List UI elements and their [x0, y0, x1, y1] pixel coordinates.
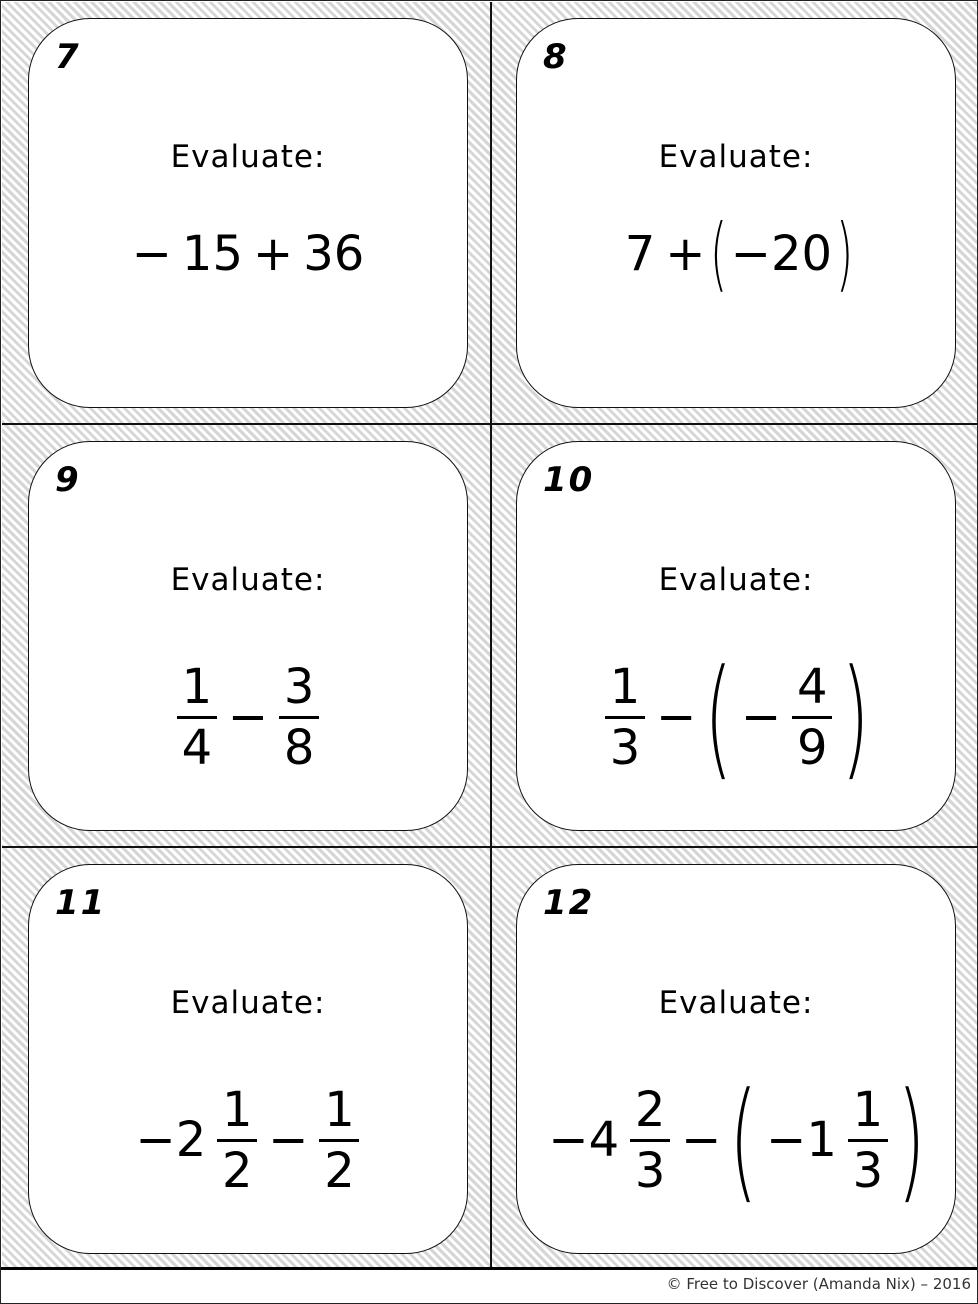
numerator: 2: [634, 1081, 666, 1138]
numerator: 1: [852, 1081, 884, 1138]
cell-card-11: [2, 848, 490, 1270]
card-number: 7: [55, 37, 81, 77]
plus-sign: +: [665, 226, 706, 282]
numerator: 4: [796, 658, 828, 715]
footer-divider: [1, 1267, 977, 1270]
task-card-11: [28, 864, 468, 1254]
card-label: Evaluate:: [170, 139, 326, 175]
minus-sign: −: [227, 689, 269, 745]
math-expression: [517, 179, 955, 329]
left-paren: (: [704, 641, 733, 793]
cell-card-12: [490, 848, 978, 1270]
card-label: Evaluate:: [658, 985, 814, 1021]
fraction: [848, 1081, 888, 1200]
math-expression: [517, 1055, 955, 1225]
card-number: 12: [543, 883, 595, 923]
whole-number: −4: [548, 1112, 620, 1168]
number: 15: [181, 226, 243, 282]
card-grid: [2, 2, 977, 1268]
task-card-8: [516, 18, 956, 408]
right-paren: ): [836, 207, 854, 300]
fraction: [605, 658, 645, 777]
left-paren: (: [709, 207, 727, 300]
denominator: 2: [324, 1142, 355, 1199]
whole-number: −2: [135, 1112, 207, 1168]
negative-sign: −: [741, 689, 782, 745]
denominator: 2: [221, 1142, 253, 1199]
card-number: 8: [543, 37, 569, 77]
cell-card-7: [2, 2, 490, 424]
minus-sign: −: [131, 226, 172, 282]
footer: [1, 1271, 977, 1303]
row-divider: [2, 846, 978, 848]
numerator: 1: [609, 658, 641, 715]
denominator: 3: [609, 719, 641, 776]
cell-card-10: [490, 425, 978, 847]
math-expression: [29, 179, 467, 329]
denominator: 4: [181, 719, 213, 776]
cell-card-8: [490, 2, 978, 424]
whole-number: −1: [766, 1112, 837, 1168]
card-label: Evaluate:: [170, 985, 326, 1021]
numerator: 3: [283, 658, 315, 715]
fraction: [279, 658, 319, 777]
task-card-10: [516, 441, 956, 831]
card-number: 9: [55, 460, 81, 500]
task-card-12: [516, 864, 956, 1254]
left-paren: (: [729, 1064, 758, 1216]
math-expression: [517, 632, 955, 802]
fraction: [319, 1081, 359, 1200]
minus-sign: −: [268, 1112, 309, 1168]
math-expression: [29, 632, 467, 802]
card-label: Evaluate:: [658, 139, 814, 175]
numerator: 1: [221, 1081, 253, 1138]
card-label: Evaluate:: [658, 562, 814, 598]
numerator: 1: [181, 658, 213, 715]
plus-sign: +: [253, 226, 294, 282]
denominator: 3: [852, 1142, 884, 1199]
right-paren: ): [897, 1064, 926, 1216]
card-label: Evaluate:: [170, 562, 326, 598]
fraction: [217, 1081, 257, 1200]
card-number: 10: [543, 460, 595, 500]
row-divider: [2, 423, 978, 425]
copyright-text: © Free to Discover (Amanda Nix) – 2016: [666, 1275, 971, 1293]
denominator: 3: [634, 1142, 666, 1199]
denominator: 8: [283, 719, 315, 776]
cell-card-9: [2, 425, 490, 847]
math-expression: [29, 1055, 467, 1225]
fraction: [177, 658, 217, 777]
minus-sign: −: [681, 1112, 722, 1168]
number: 36: [303, 226, 365, 282]
number: 7: [624, 226, 656, 282]
task-card-9: [28, 441, 468, 831]
task-card-7: [28, 18, 468, 408]
fraction: [792, 658, 832, 777]
card-number: 11: [55, 883, 107, 923]
minus-sign: −: [656, 689, 697, 745]
fraction: [630, 1081, 670, 1200]
column-divider: [490, 2, 492, 1269]
numerator: 1: [324, 1081, 355, 1138]
denominator: 9: [796, 719, 828, 776]
right-paren: ): [841, 641, 870, 793]
number: −20: [730, 226, 833, 282]
